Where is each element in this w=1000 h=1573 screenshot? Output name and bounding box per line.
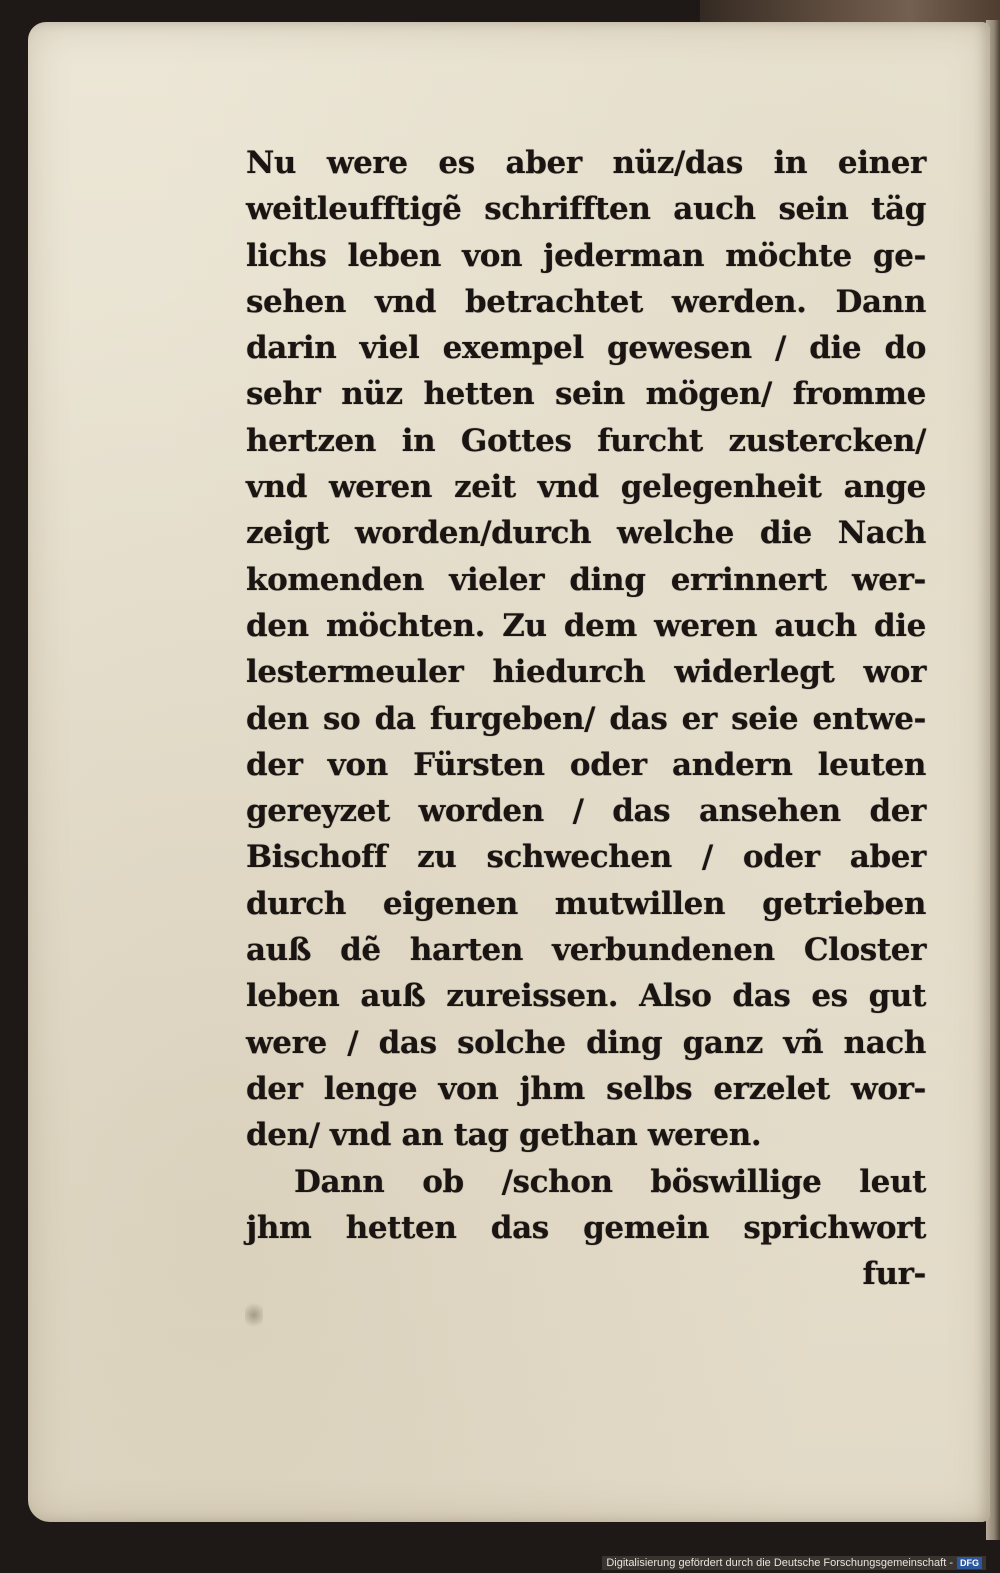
catchword: fur- [862,1256,926,1293]
text-line: were / das solche ding ganz vñ nach [246,1024,926,1061]
text-line: leben auß zureissen. Also das es gut [246,978,926,1015]
book-page [28,22,990,1522]
text-line: gereyzet worden / das ansehen der [246,793,926,830]
text-line: den so da furgeben/ das er seie entwe- [246,700,926,737]
text-line: sehr nüz hetten sein mögen/ fromme [246,376,926,413]
text-line: darin viel exempel gewesen / die do [246,330,926,367]
text-line: Bischoff zu schwechen / oder aber [246,839,926,876]
text-line: zeigt worden/durch welche die Nach [246,515,926,552]
text-line: hertzen in Gottes furcht zustercken/ [246,422,926,459]
text-line-paragraph-end: den/ vnd an tag gethan weren. [246,1117,762,1154]
digitization-credit [602,1556,986,1570]
text-line: Nu were es aber nüz/das in einer [246,145,926,181]
text-line: der von Fürsten oder andern leuten [246,746,926,783]
text-line-paragraph-start: Dann ob /schon böswillige leut [294,1163,926,1200]
text-line: jhm hetten das gemein sprichwort [246,1209,926,1246]
text-line: auß dẽ harten verbundenen Closter [246,932,926,969]
text-line: der lenge von jhm selbs erzelet wor- [246,1070,926,1107]
text-line: lichs leben von jederman möchte ge- [246,237,926,274]
text-line: weitleufftigẽ schrifften auch sein täg [246,191,926,228]
text-line: komenden vieler ding errinnert wer- [246,561,926,598]
text-line: lestermeuler hiedurch widerlegt wor [246,654,926,691]
paper-speck [245,1300,263,1330]
text-line: durch eigenen mutwillen getrieben [246,885,926,922]
page-text-block [246,140,926,1297]
text-line: sehen vnd betrachtet werden. Dann [246,283,926,320]
credit-text: Digitalisierung gefördert durch die Deutsche Forschungsgemeinschaft - [606,1557,953,1569]
text-line: den möchten. Zu dem weren auch die [246,607,926,644]
dfg-logo: DFG [957,1557,982,1569]
text-line: vnd weren zeit vnd gelegenheit ange [246,469,926,506]
